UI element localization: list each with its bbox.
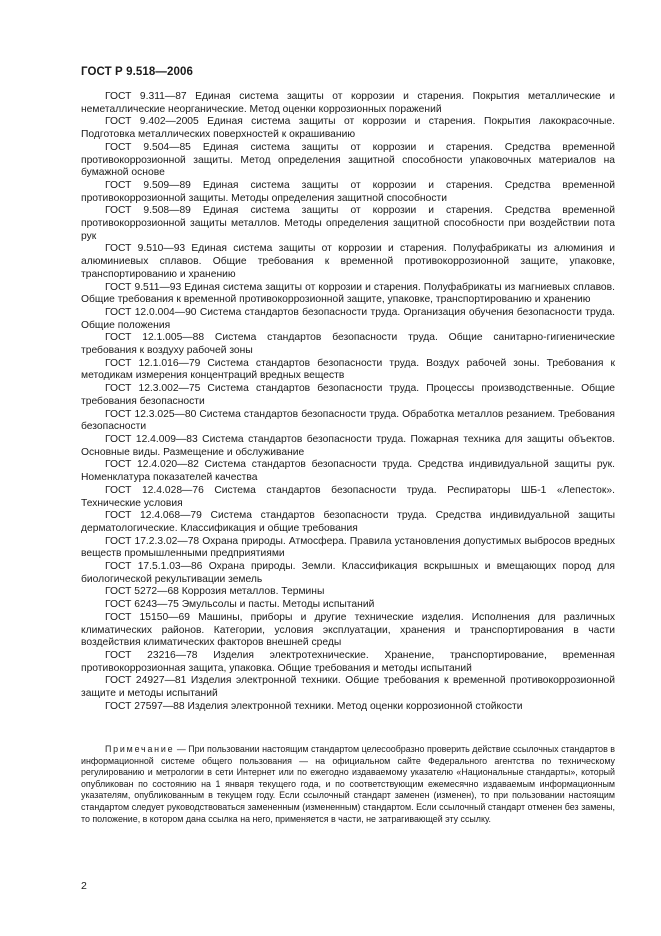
reference-item: ГОСТ 9.509—89 Единая система защиты от коррозии и старения. Средства временной противокоррозионной защиты. Методы определения защитной способности bbox=[81, 179, 615, 204]
reference-item: ГОСТ 9.508—89 Единая система защиты от коррозии и старения. Средства временной противокоррозионной защиты металлов. Методы определения защитной способности при воздействии пота рук bbox=[81, 205, 615, 242]
page-number: 2 bbox=[81, 880, 87, 892]
reference-item: ГОСТ 9.504—85 Единая система защиты от коррозии и старения. Средства временной противокоррозионной защиты. Метод определения защитной способности упаковочных материалов на бумажной основе bbox=[81, 141, 615, 179]
reference-item: ГОСТ 12.4.020—82 Система стандартов безопасности труда. Средства индивидуальной защиты рук. Номенклатура показателей качества bbox=[81, 459, 615, 484]
reference-item: ГОСТ 12.4.009—83 Система стандартов безопасности труда. Пожарная техника для защиты объектов. Основные виды. Размещение и обслуживание bbox=[81, 433, 615, 458]
reference-item: ГОСТ 12.0.004—90 Система стандартов безопасности труда. Организация обучения безопасности труда. Общие положения bbox=[81, 306, 615, 331]
reference-item: ГОСТ 15150—69 Машины, приборы и другие технические изделия. Исполнения для различных климатических районов. Категории, условия эксплуатации, хранения и транспортирования в части воздействия климатических факторов внешней среды bbox=[81, 611, 615, 649]
reference-item: ГОСТ 24927—81 Изделия электронной техники. Общие требования к временной противокоррозионной защите и методы испытаний bbox=[81, 675, 615, 700]
note-paragraph bbox=[81, 744, 615, 825]
reference-item: ГОСТ 12.4.068—79 Система стандартов безопасности труда. Средства индивидуальной защиты дерматологические. Классификация и общие требования bbox=[81, 510, 615, 534]
reference-item: ГОСТ 12.4.028—76 Система стандартов безопасности труда. Респираторы ШБ-1 «Лепесток». Технические условия bbox=[81, 484, 615, 509]
reference-item: ГОСТ 6243—75 Эмульсолы и пасты. Методы испытаний bbox=[105, 599, 375, 611]
document-header: ГОСТ Р 9.518—2006 bbox=[81, 66, 193, 78]
reference-item: ГОСТ 12.3.002—75 Система стандартов безопасности труда. Процессы производственные. Общие требования безопасности bbox=[81, 383, 615, 407]
reference-item: ГОСТ 9.510—93 Единая система защиты от коррозии и старения. Полуфабрикаты из алюминия и алюминиевых сплавов. Общие требования к временной противокоррозионной защите, упаковке, транспортированию и хранению bbox=[81, 243, 615, 280]
reference-item: ГОСТ 12.1.005—88 Система стандартов безопасности труда. Общие санитарно-гигиенические требования к воздуху рабочей зоны bbox=[81, 332, 615, 357]
reference-item: ГОСТ 27597—88 Изделия электронной техники. Метод оценки коррозионной стойкости bbox=[105, 700, 523, 712]
reference-item: ГОСТ 5272—68 Коррозия металлов. Термины bbox=[105, 586, 325, 598]
reference-item: ГОСТ 17.5.1.03—86 Охрана природы. Земли. Классификация вскрышных и вмещающих пород для биологической рекультивации земель bbox=[81, 561, 615, 585]
reference-item: ГОСТ 9.402—2005 Единая система защиты от коррозии и старения. Покрытия лакокрасочные. Подготовка металлических поверхностей к окрашиванию bbox=[81, 116, 615, 141]
reference-item: ГОСТ 9.511—93 Единая система защиты от коррозии и старения. Полуфабрикаты из магниевых сплавов. Общие требования к временной противокоррозионной защите, упаковке, транспортированию и хранению bbox=[81, 281, 615, 306]
reference-item: ГОСТ 12.3.025—80 Система стандартов безопасности труда. Обработка металлов резанием. Требования безопасности bbox=[81, 408, 615, 433]
references-list bbox=[81, 91, 615, 713]
reference-item: ГОСТ 9.311—87 Единая система защиты от коррозии и старения. Покрытия металлические и неметаллические неорганические. Метод оценки коррозионных поражений bbox=[81, 91, 615, 115]
reference-item: ГОСТ 17.2.3.02—78 Охрана природы. Атмосфера. Правила установления допустимых выбросов вредных веществ промышленными предприятиями bbox=[81, 535, 615, 560]
note-label: Примечание bbox=[105, 744, 175, 754]
note-text: — При пользовании настоящим стандартом целесообразно проверить действие ссылочных стандартов в информационной системе общего пользования — на официальном сайте Федерального агентства по техническому регулированию и метрологии в сети Интернет или по ежегодно издаваемому указателю «Национальные стандарты», который опубликован по состоянию на 1 января текущего года, и по соответствующим ежемесячно издаваемым информационным указателям, опубликованным в текущем году. Если ссылочный стандарт заменен (изменен), то при пользовании настоящим стандартом следует руководствоваться замененным (измененным) стандартом. Если ссылочный стандарт отменен без замены, то положение, в котором дана ссылка на него, применяется в части, не затрагивающей эту ссылку. bbox=[81, 744, 615, 824]
reference-item: ГОСТ 23216—78 Изделия электротехнические. Хранение, транспортирование, временная противокоррозионная защита, упаковка. Общие требования и методы испытаний bbox=[81, 649, 615, 674]
reference-item: ГОСТ 12.1.016—79 Система стандартов безопасности труда. Воздух рабочей зоны. Требования к методикам измерения концентраций вредных веществ bbox=[81, 357, 615, 382]
